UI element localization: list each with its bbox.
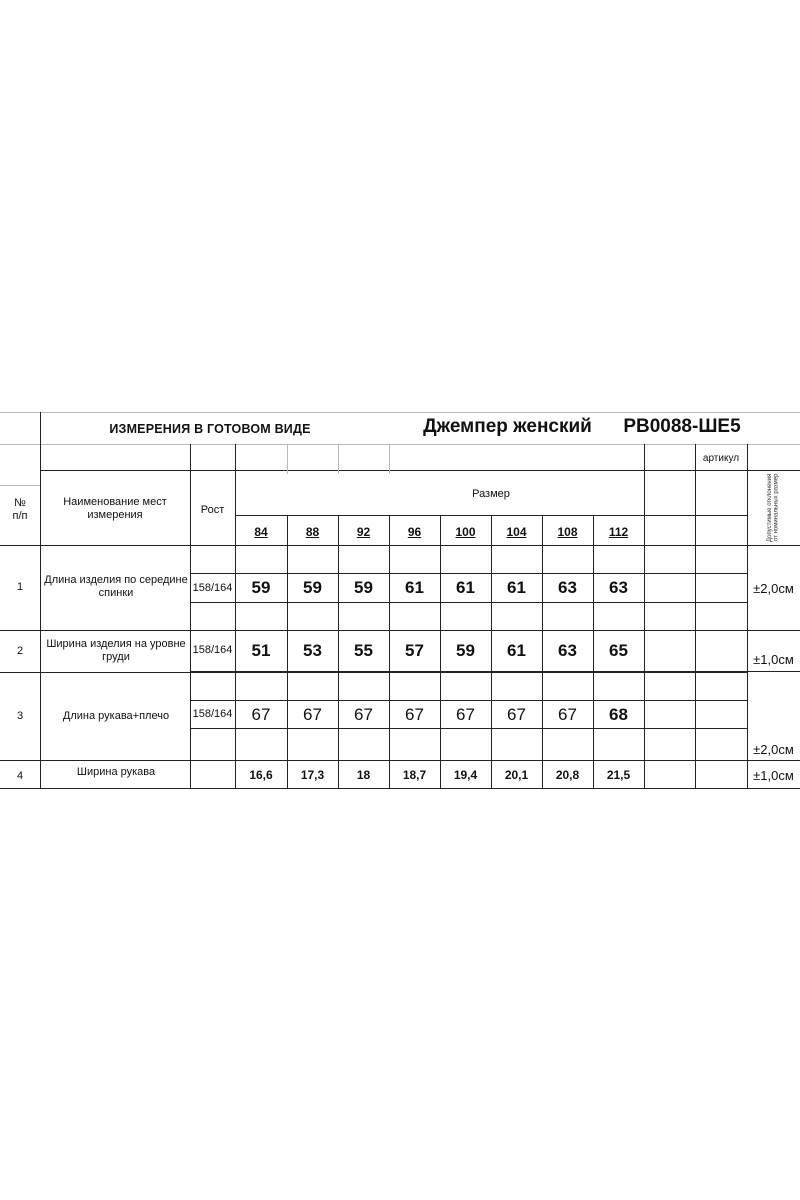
size-label: 88 [305, 525, 320, 540]
measurement-value: 55 [354, 641, 373, 661]
sheet-title: ИЗМЕРЕНИЯ В ГОТОВОМ ВИДЕ [109, 421, 311, 436]
measurement-value: 59 [456, 641, 475, 661]
size-label: 100 [455, 525, 476, 540]
tolerance-value: ±2,0см [753, 580, 794, 596]
measurement-value: 65 [609, 641, 628, 661]
measurement-value: 61 [507, 641, 526, 661]
measurement-value: 61 [456, 578, 475, 598]
tolerance-value: ±1,0см [753, 767, 794, 783]
measurement-value: 63 [558, 641, 577, 661]
measurement-value: 53 [303, 641, 322, 661]
measurement-value: 61 [405, 578, 424, 598]
measurement-value: 19,4 [453, 768, 478, 783]
measurement-value: 18,7 [402, 768, 427, 783]
measurement-value: 67 [558, 704, 577, 724]
measurement-value: 20,8 [555, 768, 580, 783]
tolerance-header: Допустимые отклонения от номинальных размер [766, 473, 780, 542]
col-name-header: Наименование мест измерения [63, 496, 167, 521]
measurement-name: Длина рукава+плечо [62, 709, 170, 722]
row-number: 3 [16, 709, 24, 722]
measurement-value: 21,5 [606, 768, 631, 783]
product-name: Джемпер женский [423, 416, 592, 438]
measurement-value: 18 [356, 768, 371, 783]
measurement-value: 67 [303, 704, 322, 724]
row-number: 4 [16, 770, 24, 783]
measurement-value: 67 [251, 704, 271, 724]
row-number: 2 [16, 644, 24, 657]
measurement-value: 59 [303, 578, 322, 598]
measurement-value: 16,6 [249, 768, 273, 783]
row-number: 1 [16, 581, 24, 594]
measurement-name: Ширина рукава [76, 765, 156, 778]
height-value: 158/164 [192, 643, 233, 656]
article-label: артикул [702, 453, 740, 465]
size-label: 112 [608, 525, 629, 540]
tolerance-value: ±1,0см [753, 651, 794, 667]
measurement-value: 67 [405, 704, 424, 724]
size-label: 84 [254, 525, 268, 540]
product-code: PB0088-ШЕ5 [623, 416, 741, 438]
measurement-value: 57 [405, 641, 424, 661]
tolerance-value: ±2,0см [753, 741, 794, 757]
measurement-value: 51 [251, 641, 271, 661]
measurement-value: 20,1 [504, 768, 529, 783]
measurement-value: 59 [354, 578, 373, 598]
measurement-name: Длина изделия по середине спинки [44, 574, 188, 599]
measurement-name: Ширина изделия на уровне груди [46, 638, 186, 663]
col-number-header: № п/п [12, 497, 28, 522]
measurement-value: 61 [507, 578, 526, 598]
col-height-header: Рост [200, 503, 225, 516]
size-group-header: Размер [472, 487, 510, 500]
measurement-value: 63 [609, 578, 628, 598]
measurement-value: 67 [507, 704, 526, 724]
size-label: 96 [407, 525, 422, 540]
measurement-value: 67 [354, 704, 373, 724]
measurement-value: 17,3 [300, 768, 325, 783]
measurement-value: 67 [456, 704, 475, 724]
size-label: 104 [506, 525, 527, 540]
height-value: 158/164 [192, 708, 233, 721]
measurement-value: 59 [251, 578, 271, 598]
measurement-value: 68 [609, 704, 628, 724]
height-value: 158/164 [192, 581, 233, 594]
size-label: 92 [356, 525, 371, 540]
measurement-value: 63 [558, 578, 577, 598]
size-label: 108 [557, 525, 578, 540]
